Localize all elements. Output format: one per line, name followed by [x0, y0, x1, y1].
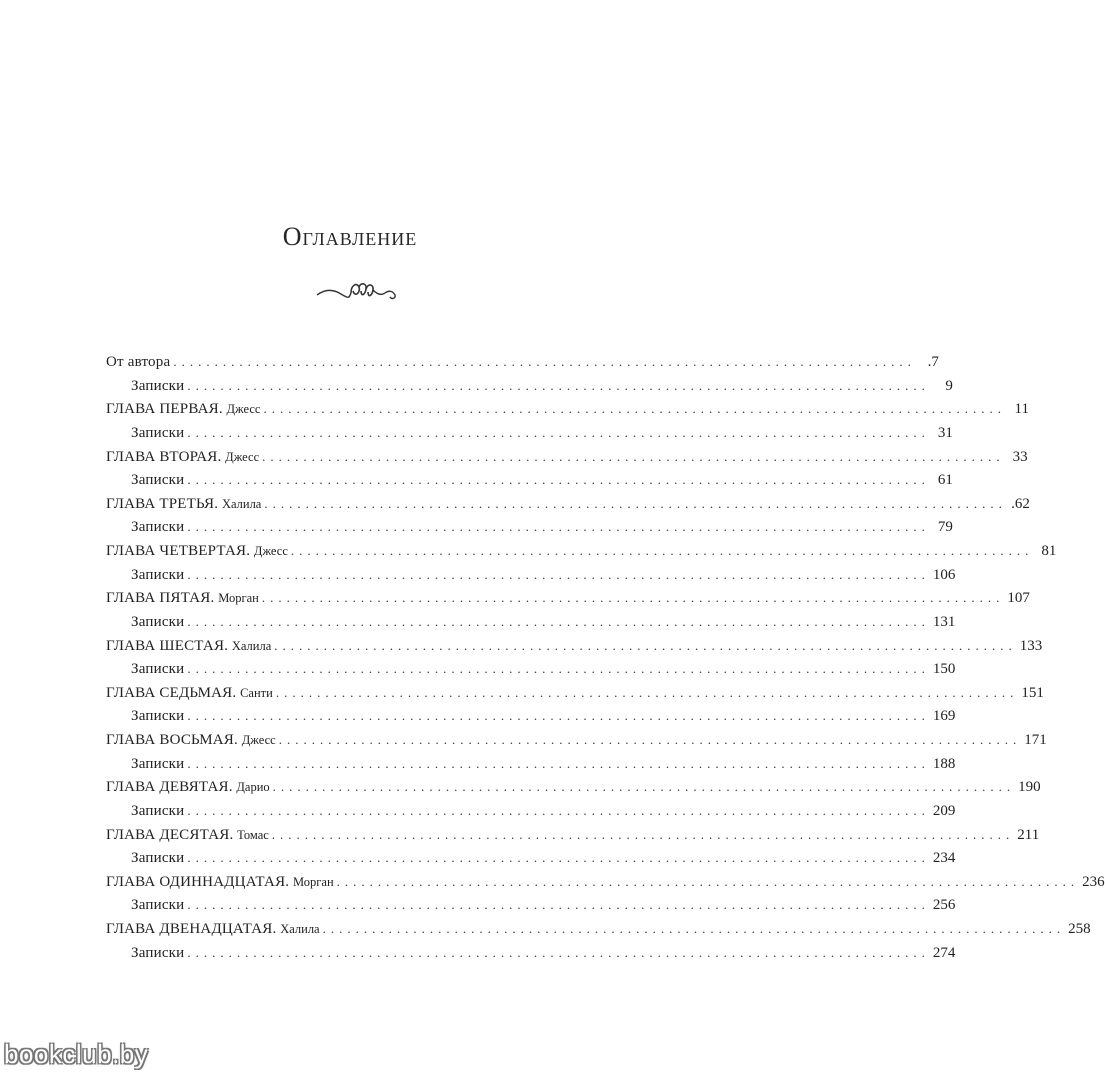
- dot-leader: ..........................................................................................: [278, 732, 1022, 747]
- toc-chapter-row: [106, 445, 1028, 469]
- toc-entry-title: ГЛАВА ДВЕНАДЦАТАЯ.: [106, 921, 277, 937]
- toc-entry-narrator: Томас: [237, 827, 269, 842]
- dot-leader: ..........................................................................................: [187, 661, 930, 677]
- toc-page-number: 33: [1012, 448, 1028, 465]
- toc-notes-row: [106, 704, 956, 728]
- toc-entry-narrator: Халила: [231, 638, 272, 653]
- toc-notes-row: [106, 563, 956, 587]
- ornament-flourish-icon: [315, 276, 399, 308]
- toc-entry-title: ГЛАВА ВОСЬМАЯ.: [106, 732, 238, 748]
- toc-page-number: 106: [932, 566, 956, 583]
- dot-leader: ..........................................................................................: [264, 495, 1007, 511]
- dot-leader: ..........................................................................................: [187, 566, 930, 582]
- dot-leader: ..........................................................................................: [275, 684, 1019, 700]
- dot-leader: ..........................................................................................: [173, 354, 916, 369]
- toc-chapter-row: [106, 350, 939, 374]
- toc-page-number: 234: [932, 850, 956, 867]
- toc-chapter-row: [106, 917, 1091, 941]
- toc-entry-title: Записки: [131, 944, 185, 961]
- toc-notes-row: [106, 893, 956, 917]
- toc-page-number: 169: [932, 708, 956, 725]
- dot-leader: ..........................................................................................: [261, 590, 1005, 606]
- toc-entry-title: Записки: [131, 708, 185, 725]
- toc-entry-title: Записки: [131, 424, 185, 441]
- dot-leader: ..........................................................................................: [272, 779, 1016, 795]
- toc-notes-row: [106, 374, 953, 398]
- dot-leader: ..........................................................................................: [187, 472, 930, 488]
- toc-entry-title: ГЛАВА ДЕСЯТАЯ.: [106, 826, 234, 843]
- dot-leader: ..........................................................................................: [274, 637, 1017, 653]
- toc-entry-narrator: Джесс: [226, 402, 261, 417]
- toc-entry-title: Записки: [131, 613, 185, 630]
- dot-leader: ..........................................................................................: [187, 897, 930, 913]
- toc-chapter-row: [106, 681, 1044, 705]
- toc-page-number: 81: [1041, 543, 1057, 559]
- toc-notes-row: [106, 657, 956, 681]
- toc-page-number: 151: [1021, 684, 1044, 701]
- toc-page-number: 11: [1014, 401, 1029, 418]
- dot-leader: ..........................................................................................: [336, 873, 1080, 889]
- toc-page-number: 150: [932, 661, 956, 678]
- toc-page-number: .62: [1011, 495, 1030, 512]
- toc-entry-title: ГЛАВА ОДИННАДЦАТАЯ.: [106, 873, 290, 890]
- toc-notes-row: [106, 846, 956, 870]
- toc-chapter-row: [106, 397, 1029, 421]
- toc-page-number: 209: [932, 802, 956, 819]
- toc-notes-row: [106, 941, 956, 965]
- dot-leader: ..........................................................................................: [187, 944, 930, 960]
- toc-entry-title: Записки: [131, 519, 185, 536]
- toc-entry-title: Записки: [131, 850, 185, 867]
- toc-notes-row: [106, 799, 956, 823]
- toc-page-number: 171: [1024, 732, 1047, 748]
- toc-entry-title: Записки: [131, 377, 185, 394]
- toc-entry-title: Записки: [131, 755, 185, 772]
- toc-entry-narrator: Джесс: [253, 544, 288, 558]
- toc-chapter-row: [106, 775, 1041, 799]
- toc-chapter-row: [106, 728, 1047, 752]
- toc-entry-title: ГЛАВА ПЕРВАЯ.: [106, 401, 223, 418]
- toc-entry-title: Записки: [131, 472, 185, 489]
- toc-entry-title: Записки: [131, 802, 185, 819]
- toc-chapter-row: [106, 823, 1040, 847]
- toc-entry-title: ГЛАВА ШЕСТАЯ.: [106, 637, 229, 654]
- toc-entry-title: ГЛАВА ДЕВЯТАЯ.: [106, 779, 233, 796]
- toc-chapter-row: [106, 586, 1030, 610]
- toc-entry-title: ГЛАВА ПЯТАЯ.: [106, 590, 215, 607]
- toc-entry-narrator: Джесс: [241, 733, 276, 747]
- toc-entry-title: ГЛАВА СЕДЬМАЯ.: [106, 684, 237, 701]
- toc-page-number: 211: [1017, 826, 1040, 843]
- dot-leader: ..........................................................................................: [271, 826, 1015, 842]
- toc-notes-row: [106, 610, 956, 634]
- table-of-contents: [106, 350, 1105, 964]
- toc-entry-title: От автора: [106, 354, 171, 370]
- toc-notes-row: [106, 421, 953, 445]
- toc-entry-narrator: Санти: [240, 685, 273, 700]
- toc-chapter-row: [106, 539, 1057, 563]
- dot-leader: ..........................................................................................: [187, 802, 930, 818]
- toc-entry-narrator: Джесс: [225, 449, 260, 464]
- toc-page-number: 258: [1068, 921, 1091, 937]
- toc-page-number: 256: [932, 897, 956, 914]
- toc-notes-row: [106, 468, 953, 492]
- toc-page-number: 190: [1018, 779, 1041, 796]
- toc-entry-narrator: Халила: [280, 922, 320, 936]
- toc-chapter-row: [106, 634, 1043, 658]
- dot-leader: ..........................................................................................: [187, 377, 930, 393]
- dot-leader: ..........................................................................................: [263, 401, 1006, 417]
- dot-leader: ..........................................................................................: [262, 448, 1005, 464]
- toc-page-number: 274: [932, 944, 956, 961]
- toc-entry-narrator: Дарио: [236, 780, 270, 795]
- toc-page-number: 31: [937, 424, 953, 441]
- dot-leader: ..........................................................................................: [187, 424, 930, 440]
- toc-chapter-row: [106, 870, 1105, 894]
- toc-entry-title: ГЛАВА ТРЕТЬЯ.: [106, 495, 219, 512]
- dot-leader: ..........................................................................................: [322, 921, 1066, 936]
- toc-entry-narrator: Халила: [221, 496, 262, 511]
- dot-leader: ..........................................................................................: [187, 755, 930, 771]
- toc-chapter-row: [106, 492, 1030, 516]
- dot-leader: ..........................................................................................: [187, 708, 930, 724]
- toc-entry-title: Записки: [131, 897, 185, 914]
- toc-page-number: 236: [1082, 873, 1105, 890]
- toc-entry-narrator: Морган: [218, 591, 259, 606]
- toc-page-number: .7: [927, 354, 939, 370]
- dot-leader: ..........................................................................................: [187, 613, 930, 629]
- dot-leader: ..........................................................................................: [290, 543, 1034, 558]
- toc-notes-row: [106, 515, 953, 539]
- toc-page-number: 79: [937, 519, 953, 536]
- toc-entry-title: Записки: [131, 661, 185, 678]
- toc-page-number: 9: [945, 377, 953, 394]
- toc-page-number: 131: [932, 613, 956, 630]
- toc-notes-row: [106, 752, 956, 776]
- toc-entry-title: Записки: [131, 566, 185, 583]
- toc-entry-title: ГЛАВА ЧЕТВЕРТАЯ.: [106, 543, 251, 559]
- toc-entry-narrator: Морган: [292, 874, 334, 889]
- toc-page-number: 107: [1007, 590, 1030, 607]
- toc-entry-title: ГЛАВА ВТОРАЯ.: [106, 448, 222, 465]
- dot-leader: ..........................................................................................: [187, 850, 930, 866]
- page-title: Оглавление: [282, 222, 418, 251]
- toc-page-number: 188: [932, 755, 956, 772]
- dot-leader: ..........................................................................................: [187, 519, 930, 535]
- watermark: bookclub.by: [4, 1039, 149, 1069]
- toc-page-number: 61: [937, 472, 953, 489]
- toc-page-number: 133: [1019, 637, 1043, 654]
